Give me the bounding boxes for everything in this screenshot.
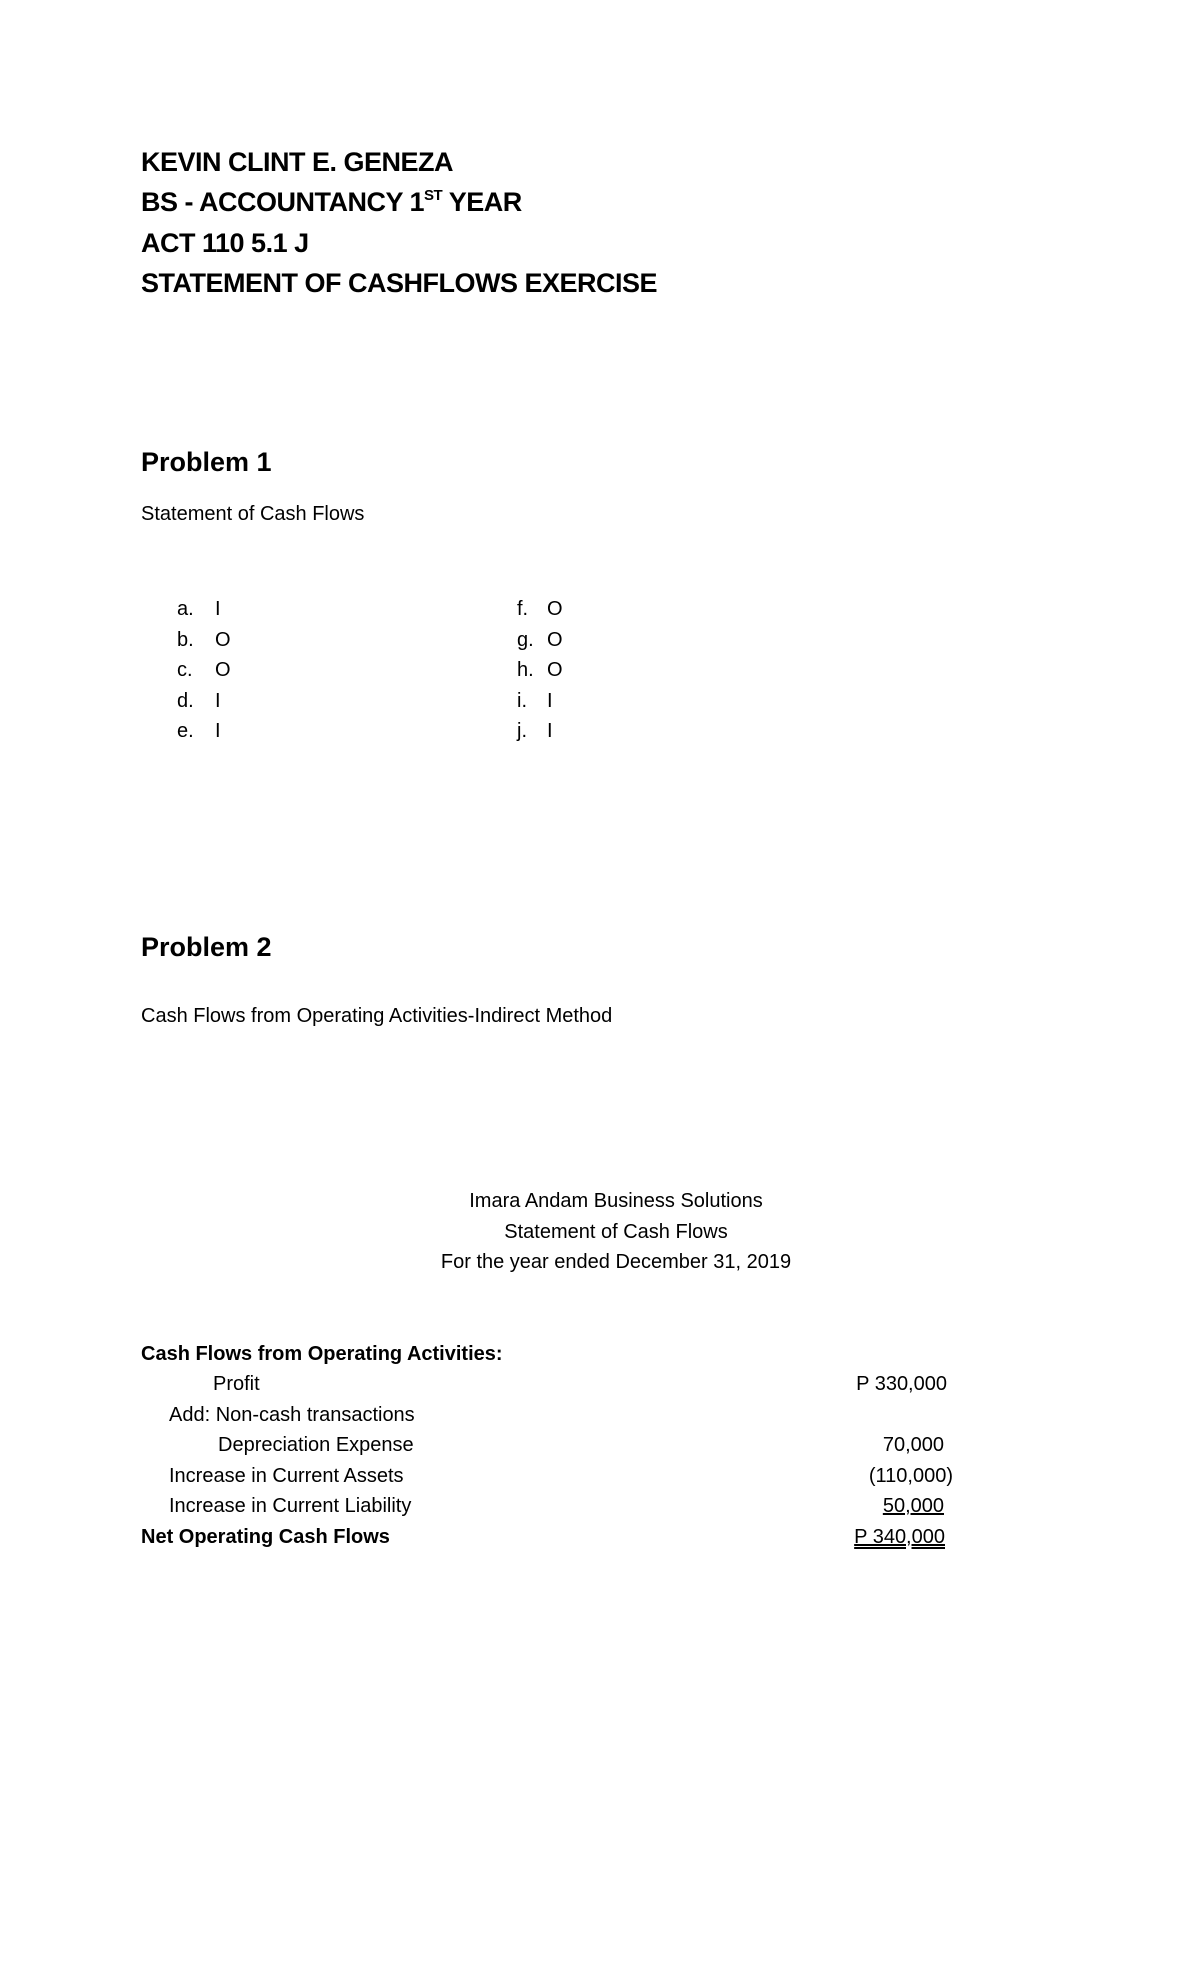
profit-label: Profit xyxy=(213,1373,260,1395)
profit-amount: P 330,000 xyxy=(856,1373,947,1395)
problem2-subtitle: Cash Flows from Operating Activities-Indirect Method xyxy=(141,1005,613,1027)
current-assets-amount: (110,000) xyxy=(868,1465,953,1487)
list-item xyxy=(517,655,563,686)
list-item xyxy=(177,625,231,656)
item-answer: O xyxy=(547,628,563,651)
item-answer: O xyxy=(547,659,563,681)
list-item xyxy=(517,686,563,717)
item-answer: I xyxy=(215,598,221,620)
course-superscript: ST xyxy=(424,187,443,204)
current-liability-amount: 50,000 xyxy=(882,1495,944,1517)
section-title: Cash Flows from Operating Activities: xyxy=(141,1343,503,1365)
answer-list-right xyxy=(517,594,563,747)
item-letter: c. xyxy=(177,659,193,681)
course-prefix: BS - ACCOUNTANCY 1 xyxy=(141,187,425,217)
item-letter: j. xyxy=(517,720,527,742)
problem2-heading: Problem 2 xyxy=(141,932,272,962)
item-letter: d. xyxy=(177,689,194,712)
item-letter: i. xyxy=(517,689,527,712)
item-letter: f. xyxy=(517,598,529,620)
answer-list-left xyxy=(177,594,231,747)
item-letter: g. xyxy=(517,628,534,651)
subject-code: ACT 110 5.1 J xyxy=(141,228,309,258)
item-letter: e. xyxy=(177,720,194,742)
list-item xyxy=(177,594,231,625)
item-answer: I xyxy=(547,689,553,712)
item-answer: O xyxy=(547,598,563,620)
list-item xyxy=(517,625,563,656)
list-item xyxy=(177,716,231,747)
list-item xyxy=(177,686,231,717)
list-item xyxy=(517,594,563,625)
item-answer: I xyxy=(547,720,553,742)
item-letter: b. xyxy=(177,628,194,651)
statement-period: For the year ended December 31, 2019 xyxy=(440,1251,792,1273)
item-letter: a. xyxy=(177,598,194,620)
course-line xyxy=(141,187,522,218)
depreciation-label: Depreciation Expense xyxy=(218,1434,414,1456)
current-assets-label: Increase in Current Assets xyxy=(169,1465,404,1487)
item-letter: h. xyxy=(517,659,534,681)
problem1-heading: Problem 1 xyxy=(141,447,272,477)
add-noncash-label: Add: Non-cash transactions xyxy=(169,1404,415,1426)
net-operating-label: Net Operating Cash Flows xyxy=(141,1526,390,1548)
document-title: STATEMENT OF CASHFLOWS EXERCISE xyxy=(141,268,658,298)
course-suffix: YEAR xyxy=(442,187,522,217)
list-item xyxy=(517,716,563,747)
depreciation-amount: 70,000 xyxy=(882,1434,944,1456)
student-name: KEVIN CLINT E. GENEZA xyxy=(141,147,454,177)
item-answer: I xyxy=(215,689,221,712)
current-liability-label: Increase in Current Liability xyxy=(169,1495,412,1517)
problem1-subtitle: Statement of Cash Flows xyxy=(141,503,365,525)
item-answer: O xyxy=(215,659,231,681)
company-name: Imara Andam Business Solutions xyxy=(469,1190,763,1212)
statement-name: Statement of Cash Flows xyxy=(504,1221,728,1243)
item-answer: I xyxy=(215,720,221,742)
list-item xyxy=(177,655,231,686)
item-answer: O xyxy=(215,628,231,651)
net-operating-amount: P 340,000 xyxy=(854,1526,945,1548)
